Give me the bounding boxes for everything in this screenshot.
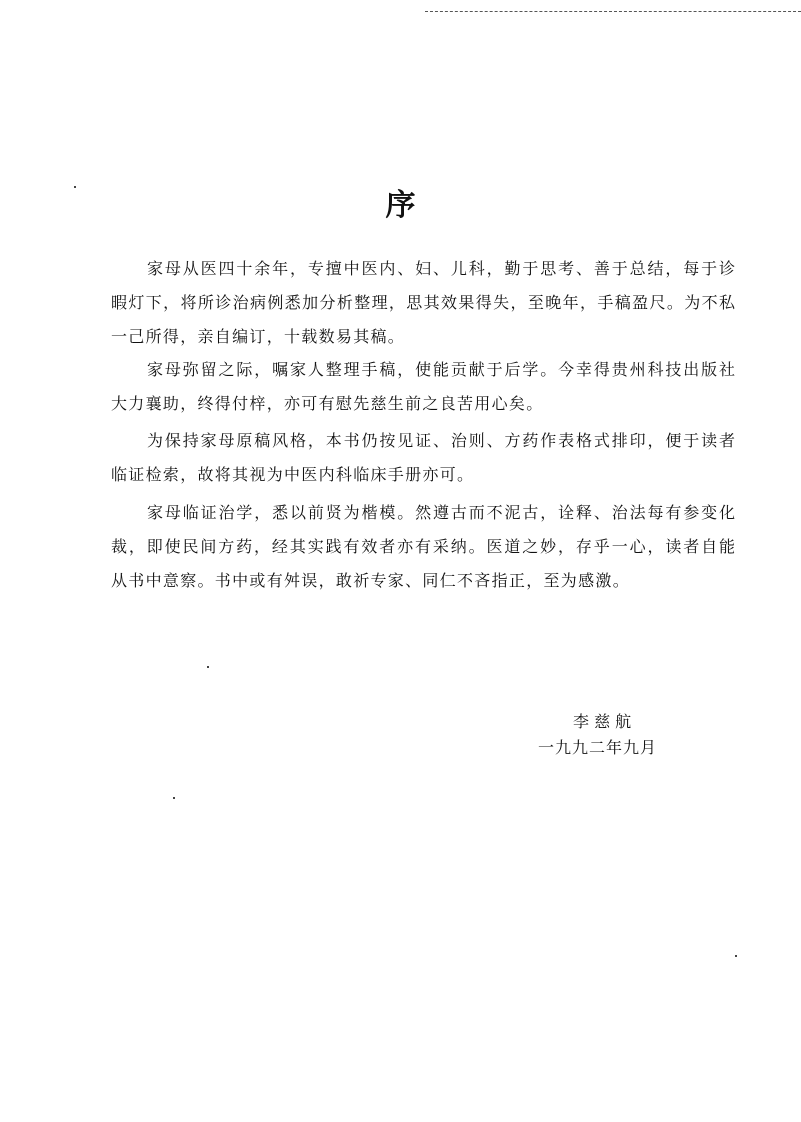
text-line: 家母从医四十余年，专擅中医内、妇、儿科，勤于思考、善于总结，每于诊 <box>147 259 735 278</box>
scan-speck <box>735 955 737 957</box>
text-line: 裁，即使民间方药，经其实践有效者亦有采纳。医道之妙，存乎一心，读者自能 <box>111 537 735 556</box>
scan-edge-dashed-line <box>425 11 801 12</box>
text-line: 家母弥留之际，嘱家人整理手稿，使能贡献于后学。今幸得贵州科技出版社 <box>147 360 735 379</box>
text-line: 为保持家母原稿风格，本书仍按见证、治则、方药作表格式排印，便于读者 <box>147 431 735 450</box>
text-line: 临证检索，故将其视为中医内科临床手册亦可。 <box>111 465 475 484</box>
text-line: 大力襄助，终得付梓，亦可有慰先慈生前之良苦用心矣。 <box>111 394 544 413</box>
text-line: 家母临证治学，悉以前贤为楷模。然遵古而不泥古，诠释、治法每有参变化 <box>147 503 735 522</box>
page-title: 序 <box>385 188 416 223</box>
scan-speck <box>173 797 175 799</box>
scan-speck <box>207 666 209 668</box>
signature-author: 李 慈 航 <box>573 712 632 731</box>
text-line: 一己所得，亲自编订，十载数易其稿。 <box>111 327 406 346</box>
text-line: 暇灯下，将所诊治病例悉加分析整理，思其效果得失，至晚年，手稿盈尺。为不私 <box>111 293 735 312</box>
signature-date: 一九九二年九月 <box>538 738 658 757</box>
text-line: 从书中意察。书中或有舛误，敢祈专家、同仁不吝指正，至为感激。 <box>111 571 631 590</box>
scan-speck <box>74 186 76 188</box>
